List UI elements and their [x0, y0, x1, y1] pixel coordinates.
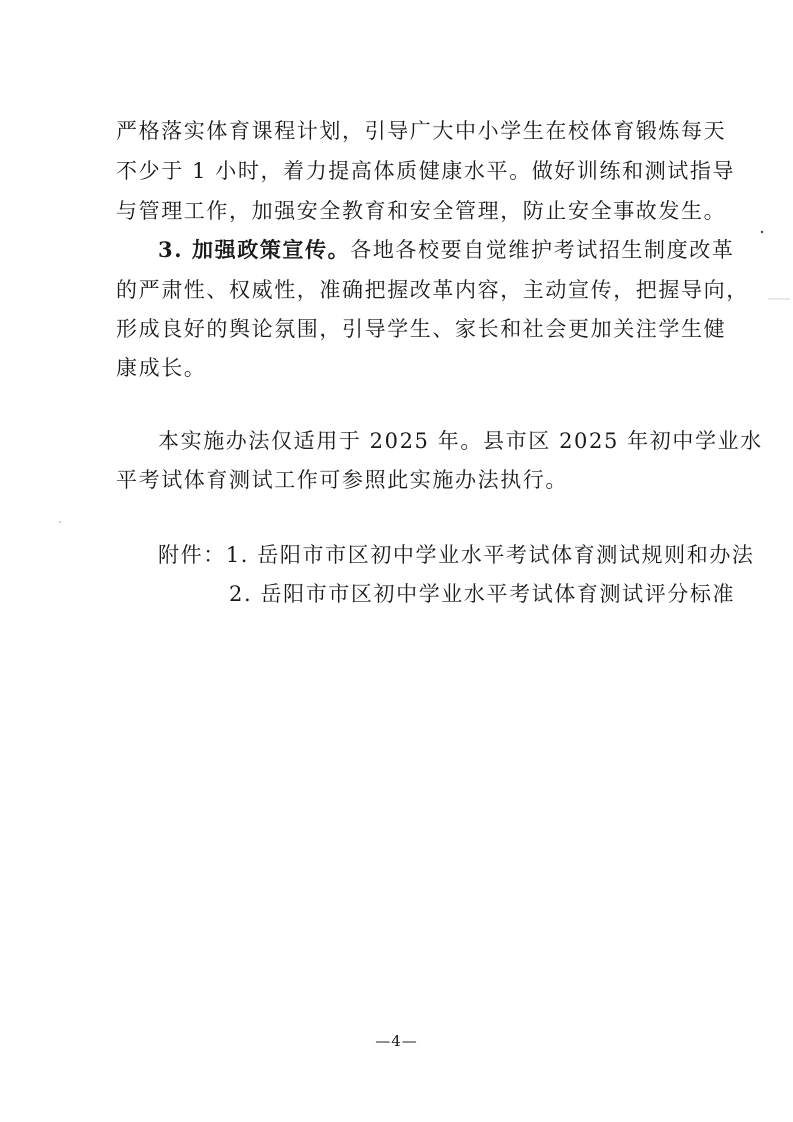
paragraph-line: 严格落实体育课程计划，引导广大中小学生在校体育锻炼每天	[116, 119, 727, 143]
paragraph-line: 形成良好的舆论氛围，引导学生、家长和社会更加关注学生健	[116, 317, 727, 341]
attachment-label: 附件：	[158, 543, 226, 567]
attachment-item: 2. 岳阳市市区初中学业水平考试体育测试评分标准	[229, 582, 736, 606]
paragraph-line: 与管理工作，加强安全教育和安全管理，防止安全事故发生。	[116, 199, 727, 223]
speck	[761, 231, 763, 233]
item-3-text: 各地各校要自觉维护考试招生制度改革	[350, 238, 735, 262]
paragraph-line: 的严肃性、权威性，准确把握改革内容，主动宣传，把握导向，	[116, 278, 749, 302]
speck	[59, 521, 61, 523]
page-number: —4—	[375, 1032, 418, 1050]
attachment-item: 1. 岳阳市市区初中学业水平考试体育测试规则和办法	[225, 543, 755, 567]
paragraph-line: 康成长。	[116, 356, 207, 380]
item-3-heading: 3. 加强政策宣传。	[158, 237, 351, 262]
applicability-line: 平考试体育测试工作可参照此实施办法执行。	[116, 468, 568, 492]
paragraph-line: 不少于 1 小时，着力提高体质健康水平。做好训练和测试指导	[116, 159, 736, 183]
applicability-line: 本实施办法仅适用于 2025 年。县市区 2025 年初中学业水	[158, 429, 763, 453]
